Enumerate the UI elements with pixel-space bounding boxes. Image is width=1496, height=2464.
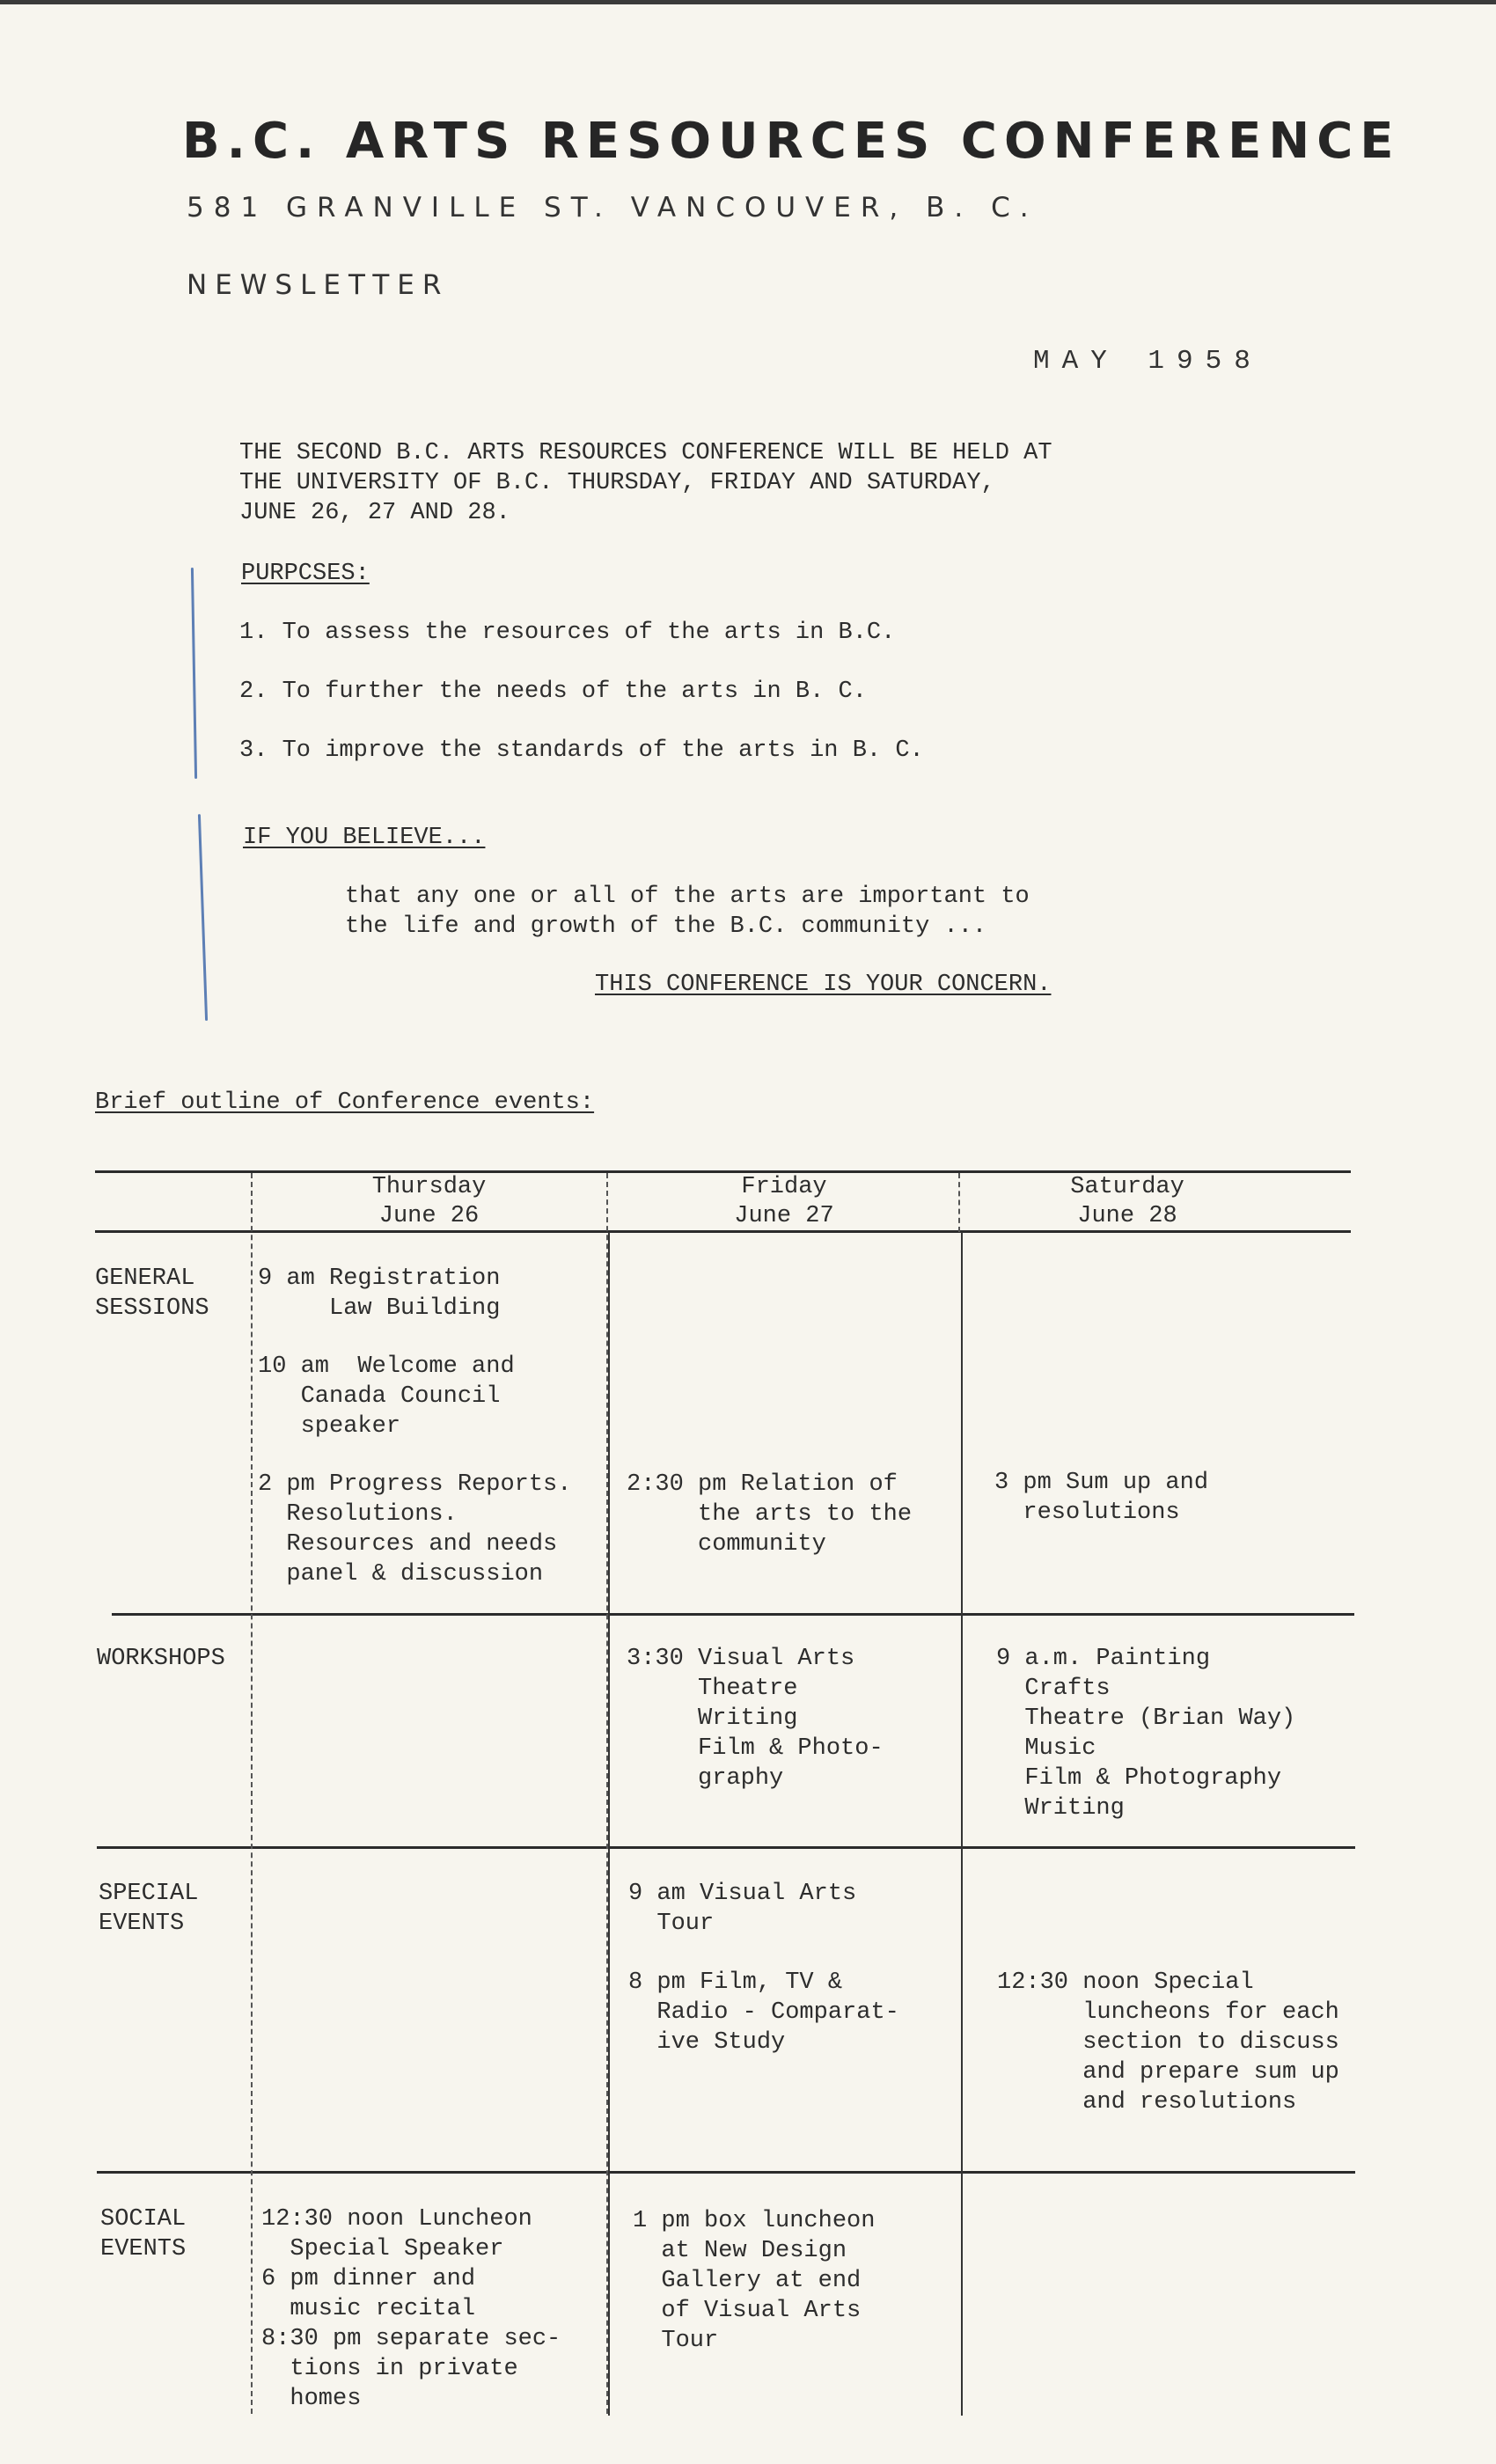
intro-line-1: THE SECOND B.C. ARTS RESOURCES CONFERENCE WILL BE HELD AT [239, 440, 1052, 466]
purpose-item-2: 2. To further the needs of the arts in B. C. [239, 678, 867, 705]
header-friday-date: June 27 [734, 1203, 834, 1229]
workshops-saturday: 9 a.m. Painting Crafts Theatre (Brian Way) Music Film & Photography Writing [996, 1646, 1296, 1822]
purpose-item-3: 3. To improve the standards of the arts in B. C. [239, 737, 924, 764]
social-thursday: 12:30 noon Luncheon Special Speaker 6 pm dinner and music recital 8:30 pm separate sec- tions in private homes [261, 2206, 561, 2412]
believe-line-2: the life and growth of the B.C. community ... [345, 913, 987, 940]
social-friday: 1 pm box luncheon at New Design Gallery at end of Visual Arts Tour [633, 2208, 876, 2354]
general-thursday-welcome: 10 am Welcome and Canada Council speaker [258, 1353, 515, 1440]
general-thursday-progress: 2 pm Progress Reports. Resolutions. Resources and needs panel & discussion [258, 1471, 572, 1588]
general-friday-relation: 2:30 pm Relation of the arts to the community [627, 1471, 913, 1558]
column-divider-1 [251, 1173, 253, 2414]
newsletter-label: NEWSLETTER [187, 269, 450, 301]
row-rule-3 [97, 2171, 1355, 2174]
general-saturday-sumup: 3 pm Sum up and resolutions [994, 1470, 1209, 1526]
header-friday [612, 1173, 957, 1231]
general-thursday-registration: 9 am Registration Law Building [258, 1265, 501, 1322]
column-divider-3-header [958, 1173, 960, 1232]
intro-line-2: THE UNIVERSITY OF B.C. THURSDAY, FRIDAY AND SATURDAY, [239, 470, 995, 496]
believe-heading: IF YOU BELIEVE... [243, 825, 486, 851]
row-label-workshops: WORKSHOPS [97, 1646, 225, 1672]
concern-statement: THIS CONFERENCE IS YOUR CONCERN. [595, 972, 1052, 998]
workshops-friday: 3:30 Visual Arts Theatre Writing Film & Photo- graphy [627, 1646, 884, 1792]
special-friday-tour: 9 am Visual Arts Tour [628, 1881, 857, 1937]
header-saturday-date: June 28 [1077, 1203, 1177, 1229]
conference-address: 581 GRANVILLE ST. VANCOUVER, B. C. [187, 192, 1038, 224]
column-divider-2-solid [608, 1232, 610, 2416]
row-label-general-sessions: GENERAL SESSIONS [95, 1265, 209, 1322]
header-thursday-date: June 26 [378, 1203, 480, 1229]
special-friday-film: 8 pm Film, TV & Radio - Comparat- ive Study [628, 1969, 899, 2056]
header-saturday-day: Saturday [1070, 1174, 1184, 1200]
top-edge-line [0, 0, 1496, 4]
purpose-item-1: 1. To assess the resources of the arts in B.C. [239, 620, 896, 646]
row-rule-2 [97, 1846, 1355, 1849]
pen-mark-purposes [191, 568, 197, 779]
pen-mark-believe [198, 814, 208, 1021]
row-rule-1 [112, 1613, 1354, 1616]
intro-line-3: JUNE 26, 27 AND 28. [239, 500, 510, 526]
header-saturday [964, 1173, 1290, 1231]
newsletter-date: MAY 1958 [1033, 346, 1263, 377]
header-friday-day: Friday [741, 1174, 827, 1200]
row-label-special-events: SPECIAL EVENTS [99, 1881, 199, 1937]
column-divider-3 [961, 1232, 963, 2416]
row-label-social-events: SOCIAL EVENTS [100, 2206, 187, 2262]
header-thursday-day: Thursday [371, 1174, 487, 1200]
special-saturday-luncheons: 12:30 noon Special luncheons for each section to discuss and prepare sum up and resolutions [997, 1969, 1339, 2116]
believe-line-1: that any one or all of the arts are important to [345, 884, 1030, 910]
outline-heading: Brief outline of Conference events: [95, 1089, 595, 1116]
conference-title: B.C. ARTS RESOURCES CONFERENCE [182, 113, 1401, 170]
purposes-heading: PURPCSES: [241, 561, 370, 587]
header-thursday [255, 1173, 603, 1231]
